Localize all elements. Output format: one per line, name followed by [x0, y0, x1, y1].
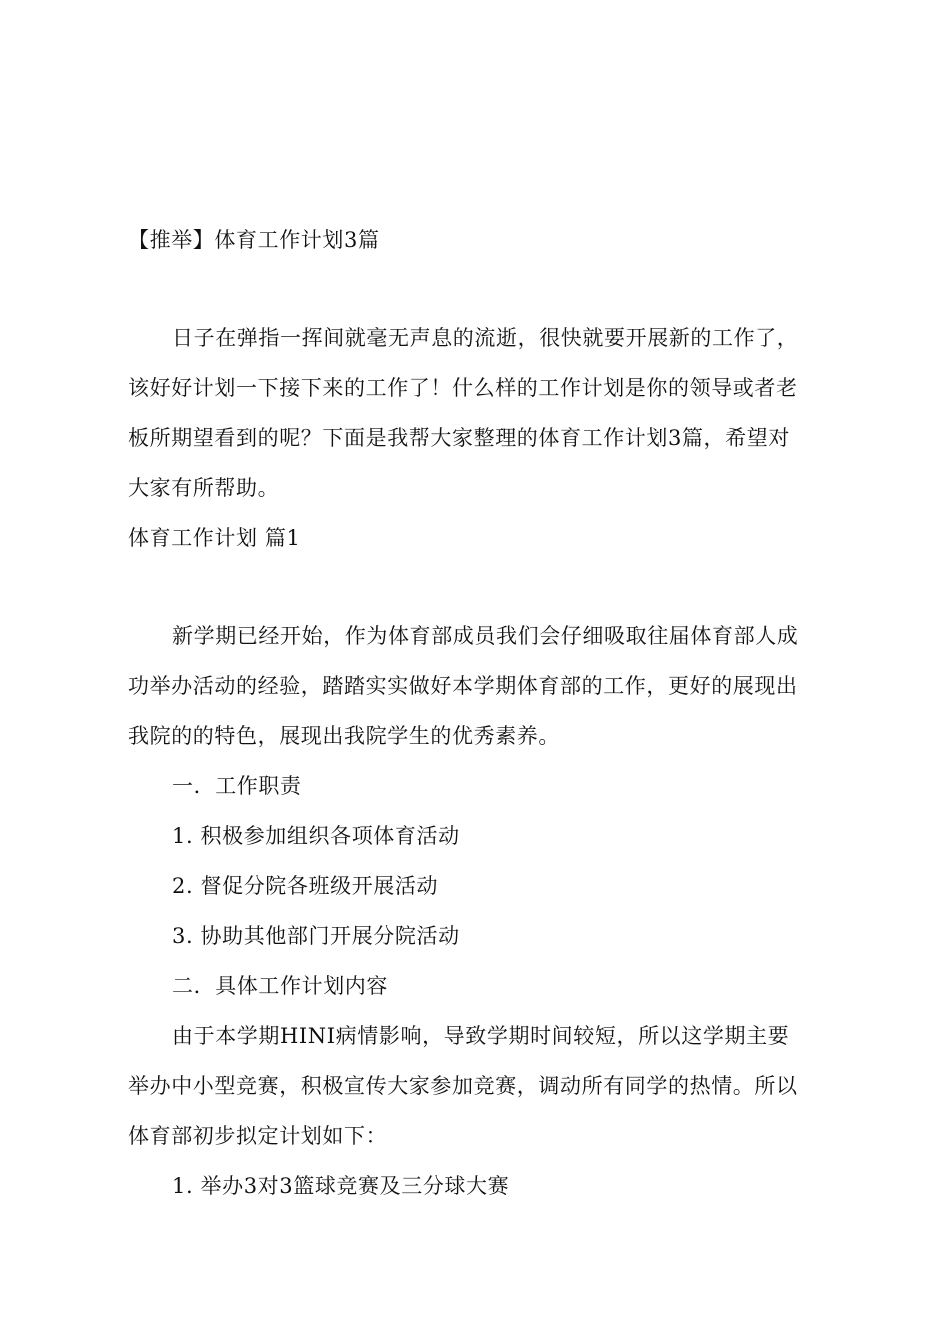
- para1-line-1: 新学期已经开始，作为体育部成员我们会仔细吸取往届体育部人成: [172, 624, 799, 648]
- heading-duties: 一．工作职责: [172, 774, 302, 798]
- para2-line-3: 体育部初步拟定计划如下：: [128, 1124, 388, 1148]
- intro-line-3: 板所期望看到的呢？下面是我帮大家整理的体育工作计划3篇，希望对: [128, 426, 790, 450]
- intro-line-2: 该好好计划一下接下来的工作了！什么样的工作计划是你的领导或者老: [128, 376, 798, 400]
- para1-line-3: 我院的的特色，展现出我院学生的优秀素养。: [128, 724, 560, 748]
- duty-item-3: 3. 协助其他部门开展分院活动: [172, 924, 460, 948]
- heading-plan: 二．具体工作计划内容: [172, 974, 388, 998]
- section-heading: 体育工作计划 篇1: [128, 526, 301, 550]
- duty-item-2: 2. 督促分院各班级开展活动: [172, 874, 439, 898]
- duty-item-1: 1. 积极参加组织各项体育活动: [172, 824, 460, 848]
- para1-line-2: 功举办活动的经验，踏踏实实做好本学期体育部的工作，更好的展现出: [128, 674, 798, 698]
- para2-line-2: 举办中小型竞赛，积极宣传大家参加竞赛，调动所有同学的热情。所以: [128, 1074, 798, 1098]
- intro-line-1: 日子在弹指一挥间就毫无声息的流逝，很快就要开展新的工作了，: [172, 326, 799, 350]
- para2-line-1: 由于本学期HINI病情影响，导致学期时间较短，所以这学期主要: [172, 1024, 790, 1048]
- document-title: 【推举】体育工作计划3篇: [128, 228, 380, 252]
- plan-item-1: 1. 举办3对3篮球竞赛及三分球大赛: [172, 1174, 510, 1198]
- intro-line-4: 大家有所帮助。: [128, 476, 280, 500]
